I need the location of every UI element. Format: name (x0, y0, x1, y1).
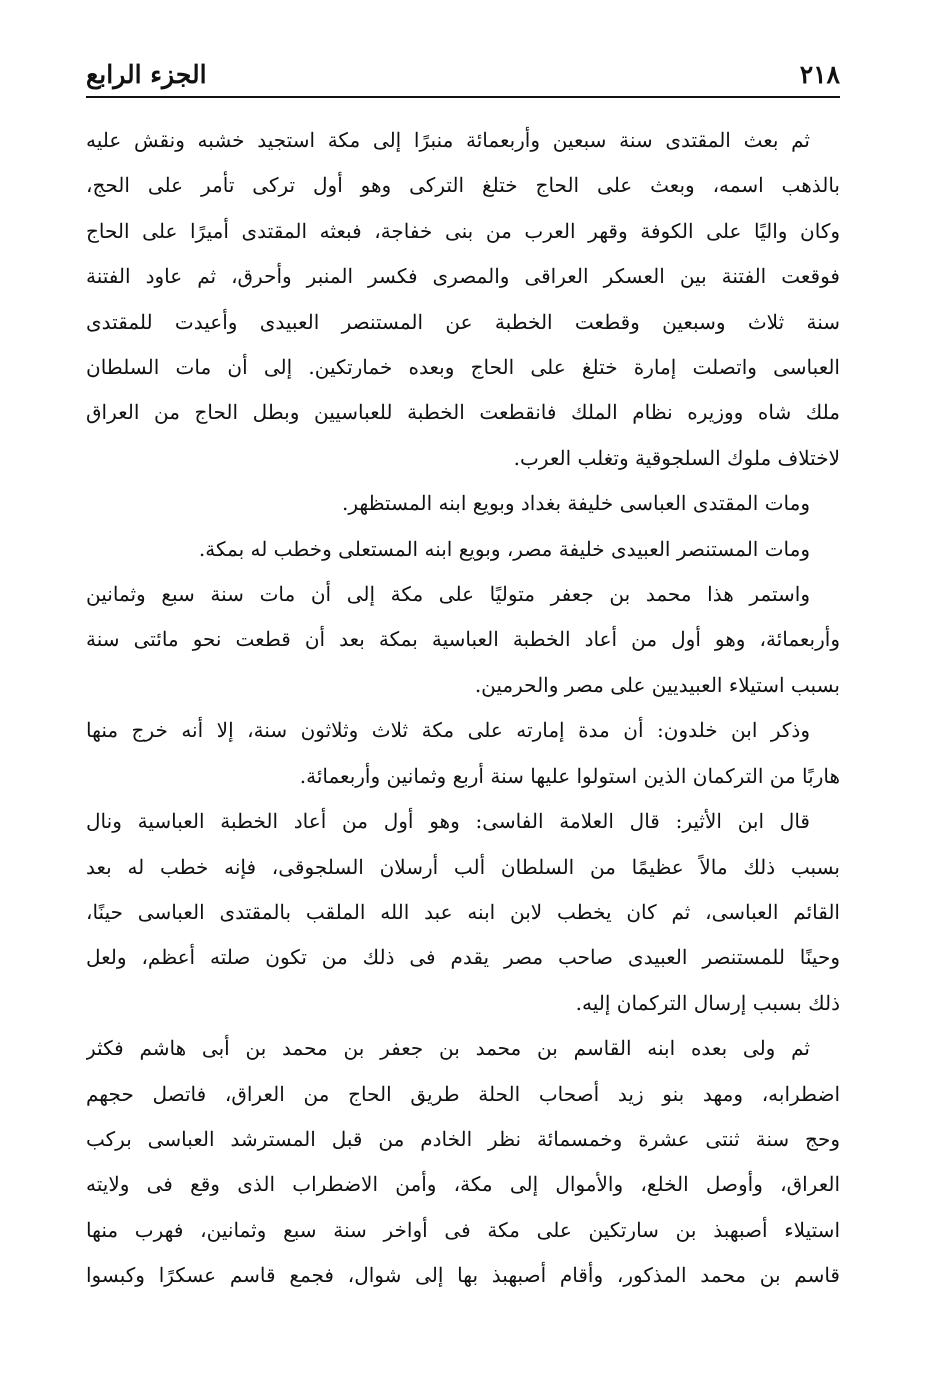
text-line: بسبب استيلاء العبيديين على مصر والحرمين. (474, 672, 840, 697)
paragraph-6 (86, 799, 840, 1026)
text-line: العباسى واتصلت إمارة ختلغ على الحاج وبعده خمارتكين. إلى أن مات السلطان (86, 355, 840, 380)
body-text (86, 118, 840, 1299)
text-line: بالذهب اسمه، وبعث على الحاج ختلغ التركى وهو أول تركى تأمر على الحج، (86, 173, 840, 198)
running-head (86, 52, 840, 96)
paragraph-4 (86, 572, 840, 708)
text-line: هاربًا من التركمان الذين استولوا عليها سنة أربع وثمانين وأربعمائة. (299, 763, 840, 788)
text-line: ومات المستنصر العبيدى خليفة مصر، وبويع ابنه المستعلى وخطب له بمكة. (198, 536, 810, 561)
text-line: وأربعمائة، وهو أول من أعاد الخطبة العباسية بمكة بعد أن قطعت نحو مائتى سنة (86, 627, 840, 652)
text-line: وكان واليًا على الكوفة وقهر العرب من بنى خفاجة، فبعثه المقتدى أميرًا على الحاج (86, 218, 840, 243)
paragraph-1 (86, 118, 840, 481)
text-line: العراق، وأوصل الخلع، والأموال إلى مكة، وأمن الاضطراب الذى وقع فى ولايته (86, 1172, 840, 1197)
text-line: القائم العباسى، ثم كان يخطب لابن ابنه عبد الله الملقب بالمقتدى العباسى حينًا، (86, 899, 840, 924)
paragraph-2 (86, 481, 840, 526)
text-line: ثم بعث المقتدى سنة سبعين وأربعمائة منبرًا إلى مكة استجيد خشبه ونقش عليه (86, 128, 810, 152)
text-line: ذلك بسبب إرسال التركمان إليه. (575, 990, 840, 1015)
paragraph-5 (86, 708, 840, 799)
text-line: وذكر ابن خلدون: أن مدة إمارته على مكة ثلاث وثلاثون سنة، إلا أنه خرج منها (86, 718, 810, 743)
page-number: ٢١٨ (799, 59, 840, 89)
paragraph-3 (86, 527, 840, 572)
text-line: ومات المقتدى العباسى خليفة بغداد وبويع ابنه المستظهر. (342, 491, 810, 516)
text-line: قال ابن الأثير: قال العلامة الفاسى: وهو أول من أعاد الخطبة العباسية ونال (86, 809, 810, 834)
part-title: الجزء الرابع (86, 59, 207, 89)
paragraph-7 (86, 1026, 840, 1298)
text-line: ملك شاه ووزيره نظام الملك فانقطعت الخطبة للعباسيين وبطل الحاج من العراق (86, 400, 840, 425)
text-line: ثم ولى بعده ابنه القاسم بن محمد بن جعفر بن محمد بن أبى هاشم فكثر (86, 1036, 810, 1061)
text-line: بسبب ذلك مالاً عظيمًا من السلطان ألب أرسلان السلجوقى، فإنه خطب له بعد (86, 854, 840, 879)
text-line: فوقعت الفتنة بين العسكر العراقى والمصرى فكسر المنبر وأحرق، ثم عاود الفتنة (86, 264, 840, 289)
text-line: قاسم بن محمد المذكور، وأقام أصبهبذ بها إلى شوال، فجمع قاسم عسكرًا وكبسوا (86, 1263, 840, 1288)
text-line: وحينًا للمستنصر العبيدى صاحب مصر يقدم فى ذلك من تكون صلته أعظم، ولعل (86, 945, 840, 970)
text-line: سنة ثلاث وسبعين وقطعت الخطبة عن المستنصر العبيدى وأعيدت للمقتدى (86, 309, 840, 334)
text-line: واستمر هذا محمد بن جعفر متوليًا على مكة إلى أن مات سنة سبع وثمانين (86, 582, 810, 607)
text-line: وحج سنة ثنتى عشرة وخمسمائة نظر الخادم من قبل المسترشد العباسى بركب (86, 1126, 840, 1151)
text-line: لاختلاف ملوك السلجوقية وتغلب العرب. (513, 445, 840, 470)
text-line: استيلاء أصبهبذ بن سارتكين على مكة فى أواخر سنة سبع وثمانين، فهرب منها (86, 1217, 840, 1242)
text-line: اضطرابه، ومهد بنو زيد أصحاب الحلة طريق الحاج من العراق، فاتصل حجهم (86, 1081, 840, 1106)
header-rule (86, 96, 840, 98)
